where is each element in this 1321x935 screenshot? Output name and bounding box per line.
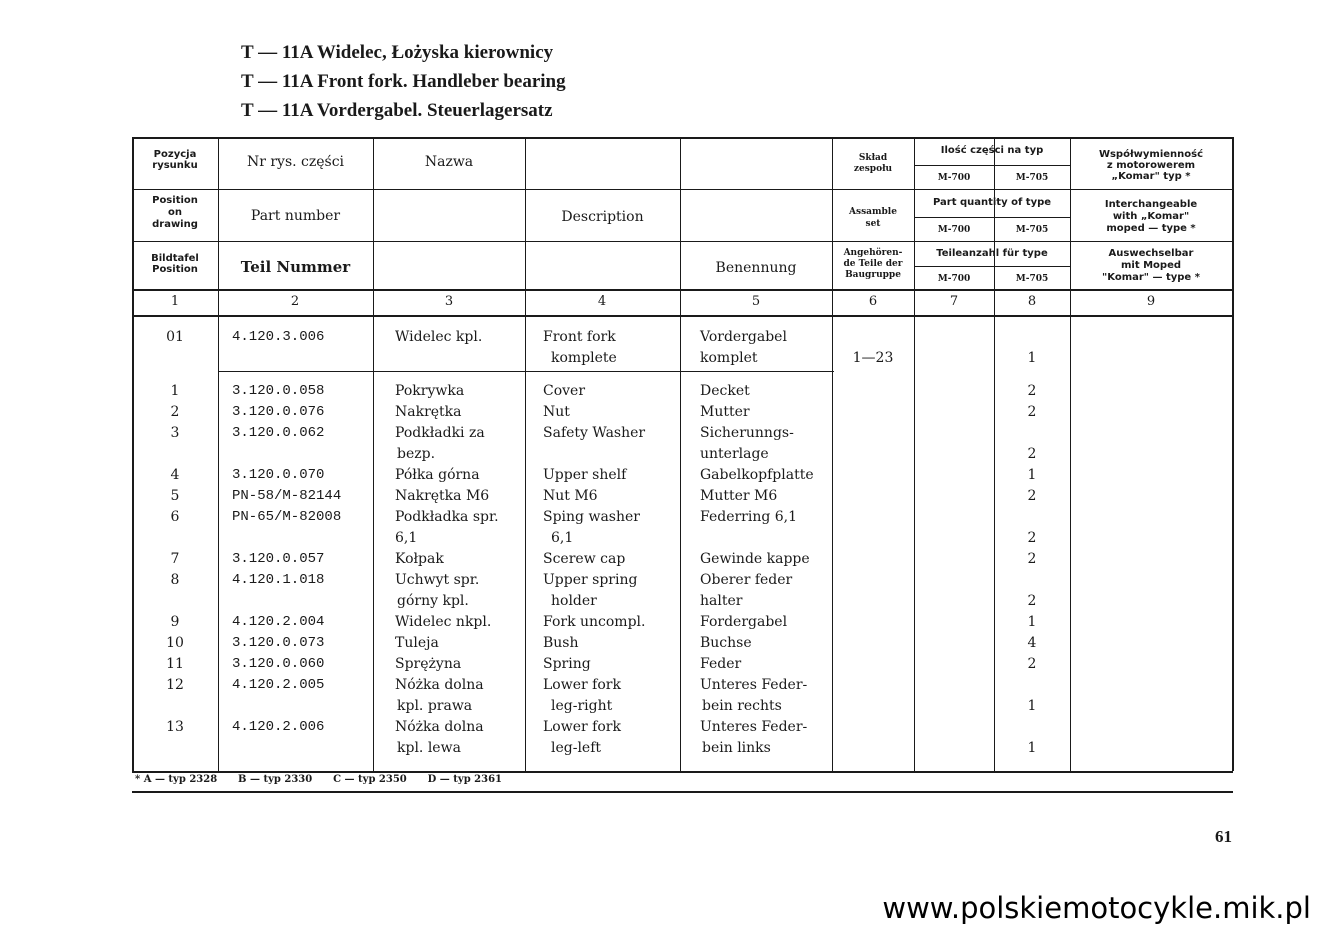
table-row-0-name-de-1: komplet [700, 350, 758, 366]
table-row-4-name-en-0: Upper shelf [543, 467, 627, 483]
table-row-6-qty-m705: 2 [1027, 530, 1037, 546]
header-m705-0: M-705 [1015, 173, 1049, 183]
table-row-12-name-de-0: Unteres Feder- [700, 677, 808, 693]
table-row-13-qty-m705: 1 [1027, 740, 1037, 756]
column-number-5: 5 [751, 294, 761, 309]
qty-subheader-line-1 [914, 165, 1070, 166]
table-row-2-name-en-0: Nut [543, 404, 570, 420]
table-row-11-position: 11 [166, 656, 184, 672]
table-row-12-part-number: 4.120.2.005 [232, 677, 325, 693]
title-english: T — 11A Front fork. Handleber bearing [241, 71, 566, 92]
header-set-de-line-0: Angehören- [843, 248, 903, 258]
table-row-3-name-pl-1: bezp. [397, 446, 436, 462]
column-number-3: 3 [444, 294, 454, 309]
column-border-2 [373, 137, 374, 771]
table-row-3-part-number: 3.120.0.062 [232, 425, 325, 441]
table-top-border [132, 137, 1233, 139]
column-number-2: 2 [290, 294, 300, 309]
table-row-4-name-pl-0: Półka górna [395, 467, 480, 483]
table-row-13-position: 13 [166, 719, 184, 735]
table-row-7-name-pl-0: Kołpak [395, 551, 444, 567]
table-row-11-name-pl-0: Sprężyna [395, 656, 462, 672]
header-position-de-line-1: Position [152, 264, 198, 275]
header-set-en-line-0: Assamble [849, 207, 897, 217]
title-polish: T — 11A Widelec, Łożyska kierownicy [241, 42, 554, 63]
header-interchange-de-line-0: Auswechselbar [1108, 248, 1194, 259]
header-name-de: Benennung [715, 260, 797, 276]
column-number-7: 7 [949, 294, 959, 309]
table-row-5-name-pl-0: Nakrętka M6 [395, 488, 490, 504]
qty-subheader-line-2 [914, 217, 1070, 218]
table-row-4-position: 4 [170, 467, 180, 483]
table-row-3-name-pl-0: Podkładki za [395, 425, 485, 441]
header-m705-1: M-705 [1015, 225, 1049, 235]
table-row-7-qty-m705: 2 [1027, 551, 1037, 567]
table-row-6-name-en-0: Sping washer [543, 509, 640, 525]
table-row-8-qty-m705: 2 [1027, 593, 1037, 609]
table-row-5-position: 5 [170, 488, 180, 504]
table-row-6-position: 6 [170, 509, 180, 525]
table-row-10-name-en-0: Bush [543, 635, 579, 651]
table-row-8-name-en-1: holder [551, 593, 597, 609]
table-row-9-part-number: 4.120.2.004 [232, 614, 325, 630]
table-row-11-name-en-0: Spring [543, 656, 591, 672]
header-set-de-line-1: de Teile der [843, 259, 903, 269]
table-row-6-name-en-1: 6,1 [551, 530, 574, 546]
column-border-1 [218, 137, 219, 771]
header-position-en-line-0: Position [152, 195, 198, 206]
table-row-3-position: 3 [170, 425, 180, 441]
table-row-2-name-de-0: Mutter [700, 404, 750, 420]
watermark-url: www.polskiemotocykle.mik.pl [882, 891, 1311, 925]
table-row-7-part-number: 3.120.0.057 [232, 551, 325, 567]
header-position-en-line-1: on [168, 207, 182, 218]
table-row-3-qty-m705: 2 [1027, 446, 1037, 462]
header-part-number-en: Part number [250, 208, 341, 224]
header-m700-1: M-700 [937, 225, 971, 235]
page-titles [241, 40, 566, 127]
table-row-5-qty-m705: 2 [1027, 488, 1037, 504]
table-row-4-qty-m705: 1 [1027, 467, 1037, 483]
table-row-8-name-en-0: Upper spring [543, 572, 638, 588]
header-part-number-pl: Nr rys. części [246, 154, 345, 170]
parts-table [132, 137, 1233, 793]
table-row-13-name-de-1: bein links [702, 740, 771, 756]
header-m705-2: M-705 [1015, 274, 1049, 284]
table-row-13-name-en-0: Lower fork [543, 719, 621, 735]
table-row-1-name-de-0: Decket [700, 383, 750, 399]
table-row-12-position: 12 [166, 677, 184, 693]
header-set-de-line-2: Baugruppe [845, 270, 901, 280]
table-row-11-part-number: 3.120.0.060 [232, 656, 325, 672]
header-m700-2: M-700 [937, 274, 971, 284]
table-row-10-position: 10 [166, 635, 184, 651]
table-row-4-name-de-0: Gabelkopfplatte [700, 467, 814, 483]
table-row-12-name-en-0: Lower fork [543, 677, 621, 693]
table-row-10-name-pl-0: Tuleja [395, 635, 439, 651]
table-row-6-name-pl-1: 6,1 [395, 530, 418, 546]
table-row-0-set: 1—23 [852, 350, 894, 366]
header-row-divider-1 [132, 189, 1233, 190]
column-border-9 [1232, 137, 1234, 771]
header-interchange-en-line-1: with „Komar" [1112, 211, 1190, 222]
table-row-0-name-pl-0: Widelec kpl. [395, 329, 483, 345]
table-row-8-name-de-1: halter [700, 593, 743, 609]
table-row-13-name-de-0: Unteres Feder- [700, 719, 808, 735]
header-interchange-de-line-2: "Komar" — type * [1102, 272, 1200, 283]
header-interchange-en-line-0: Interchangeable [1104, 199, 1198, 210]
table-row-8-position: 8 [170, 572, 180, 588]
table-row-13-part-number: 4.120.2.006 [232, 719, 325, 735]
table-row-9-name-pl-0: Widelec nkpl. [395, 614, 492, 630]
table-row-2-name-pl-0: Nakrętka [395, 404, 462, 420]
table-row-13-name-pl-0: Nóżka dolna [395, 719, 484, 735]
table-row-9-position: 9 [170, 614, 180, 630]
title-german: T — 11A Vordergabel. Steuerlagersatz [241, 100, 553, 121]
column-number-8: 8 [1027, 294, 1037, 309]
table-row-5-part-number: PN-58/M-82144 [232, 488, 342, 504]
table-row-0-qty-m705: 1 [1027, 350, 1037, 366]
table-row-9-name-de-0: Fordergabel [700, 614, 788, 630]
table-row-0-part-number: 4.120.3.006 [232, 329, 325, 345]
table-row-10-qty-m705: 4 [1027, 635, 1037, 651]
footnote-bottom-border [132, 791, 1233, 793]
column-number-1: 1 [170, 294, 180, 309]
header-part-number-de: Teil Nummer [240, 258, 351, 276]
table-row-6-name-pl-0: Podkładka spr. [395, 509, 499, 525]
header-interchange-pl-line-0: Współwymienność [1098, 149, 1204, 160]
header-position-pl-line-0: Pozycja [153, 149, 197, 160]
table-row-12-name-pl-0: Nóżka dolna [395, 677, 484, 693]
table-row-7-name-de-0: Gewinde kappe [700, 551, 810, 567]
row-separator-0 [218, 371, 834, 372]
table-row-13-name-pl-1: kpl. lewa [397, 740, 461, 756]
header-quantity-pl: Ilość części na typ [940, 145, 1044, 156]
header-interchange-en-line-2: moped — type * [1106, 223, 1196, 234]
table-row-0-position: 01 [166, 329, 184, 345]
header-m700-0: M-700 [937, 173, 971, 183]
table-row-10-name-de-0: Buchse [700, 635, 752, 651]
header-position-pl-line-1: rysunku [152, 160, 198, 171]
table-row-12-name-de-1: bein rechts [702, 698, 782, 714]
header-bottom-border [132, 289, 1233, 291]
table-row-7-position: 7 [170, 551, 180, 567]
header-quantity-de: Teileanzahl für type [936, 248, 1048, 259]
table-row-3-name-en-0: Safety Washer [543, 425, 646, 441]
header-position-de-line-0: Bildtafel [151, 253, 199, 264]
header-position-en-line-2: drawing [152, 219, 198, 230]
table-row-0-name-en-1: komplete [551, 350, 617, 366]
header-interchange-de-line-1: mit Moped [1120, 260, 1182, 271]
table-row-6-part-number: PN-65/M-82008 [232, 509, 342, 525]
table-row-12-name-en-1: leg-right [551, 698, 613, 714]
header-set-en-line-1: set [865, 219, 881, 229]
column-number-6: 6 [868, 294, 878, 309]
table-row-1-position: 1 [170, 383, 180, 399]
table-row-9-name-en-0: Fork uncompl. [543, 614, 646, 630]
header-quantity-en: Part quantity of type [932, 197, 1052, 208]
column-number-9: 9 [1146, 294, 1156, 309]
table-row-1-name-pl-0: Pokrywka [395, 383, 465, 399]
table-row-3-name-de-0: Sicherunngs- [700, 425, 794, 441]
header-interchange-pl-line-2: „Komar" typ * [1111, 171, 1191, 182]
header-set-pl-line-1: zespołu [853, 164, 893, 174]
table-row-12-qty-m705: 1 [1027, 698, 1037, 714]
header-name-pl: Nazwa [424, 154, 474, 170]
table-row-7-name-en-0: Scerew cap [543, 551, 626, 567]
header-name-en: Description [561, 209, 644, 225]
table-row-0-name-de-0: Vordergabel [700, 329, 787, 345]
table-row-6-name-de-0: Federring 6,1 [700, 509, 798, 525]
column-number-4: 4 [597, 294, 607, 309]
table-row-13-name-en-1: leg-left [551, 740, 602, 756]
table-row-8-part-number: 4.120.1.018 [232, 572, 325, 588]
table-row-5-name-en-0: Nut M6 [543, 488, 598, 504]
table-row-2-position: 2 [170, 404, 180, 420]
table-row-9-qty-m705: 1 [1027, 614, 1037, 630]
table-row-10-part-number: 3.120.0.073 [232, 635, 325, 651]
table-row-1-qty-m705: 2 [1027, 383, 1037, 399]
table-row-0-name-en-0: Front fork [543, 329, 616, 345]
table-row-8-name-pl-0: Uchwyt spr. [395, 572, 480, 588]
table-row-1-name-en-0: Cover [543, 383, 586, 399]
header-interchange-pl-line-1: z motorowerem [1106, 160, 1196, 171]
table-row-8-name-de-0: Oberer feder [700, 572, 793, 588]
qty-subheader-line-3 [914, 266, 1070, 267]
table-row-5-name-de-0: Mutter M6 [700, 488, 778, 504]
table-row-8-name-pl-1: górny kpl. [397, 593, 469, 609]
table-row-3-name-de-1: unterlage [700, 446, 769, 462]
table-row-4-part-number: 3.120.0.070 [232, 467, 325, 483]
page-number: 61 [1215, 827, 1232, 846]
table-row-11-name-de-0: Feder [700, 656, 742, 672]
header-set-pl-line-0: Skład [858, 153, 888, 163]
table-row-2-part-number: 3.120.0.076 [232, 404, 325, 420]
footnote-types: * A — typ 2328 B — typ 2330 C — typ 2350 D — typ 2361 [135, 774, 503, 785]
table-row-1-part-number: 3.120.0.058 [232, 383, 325, 399]
table-row-2-qty-m705: 2 [1027, 404, 1037, 420]
header-row-divider-2 [132, 241, 1233, 242]
table-row-11-qty-m705: 2 [1027, 656, 1037, 672]
column-number-divider [132, 315, 1233, 317]
table-bottom-border [132, 771, 1233, 773]
table-row-12-name-pl-1: kpl. prawa [397, 698, 473, 714]
